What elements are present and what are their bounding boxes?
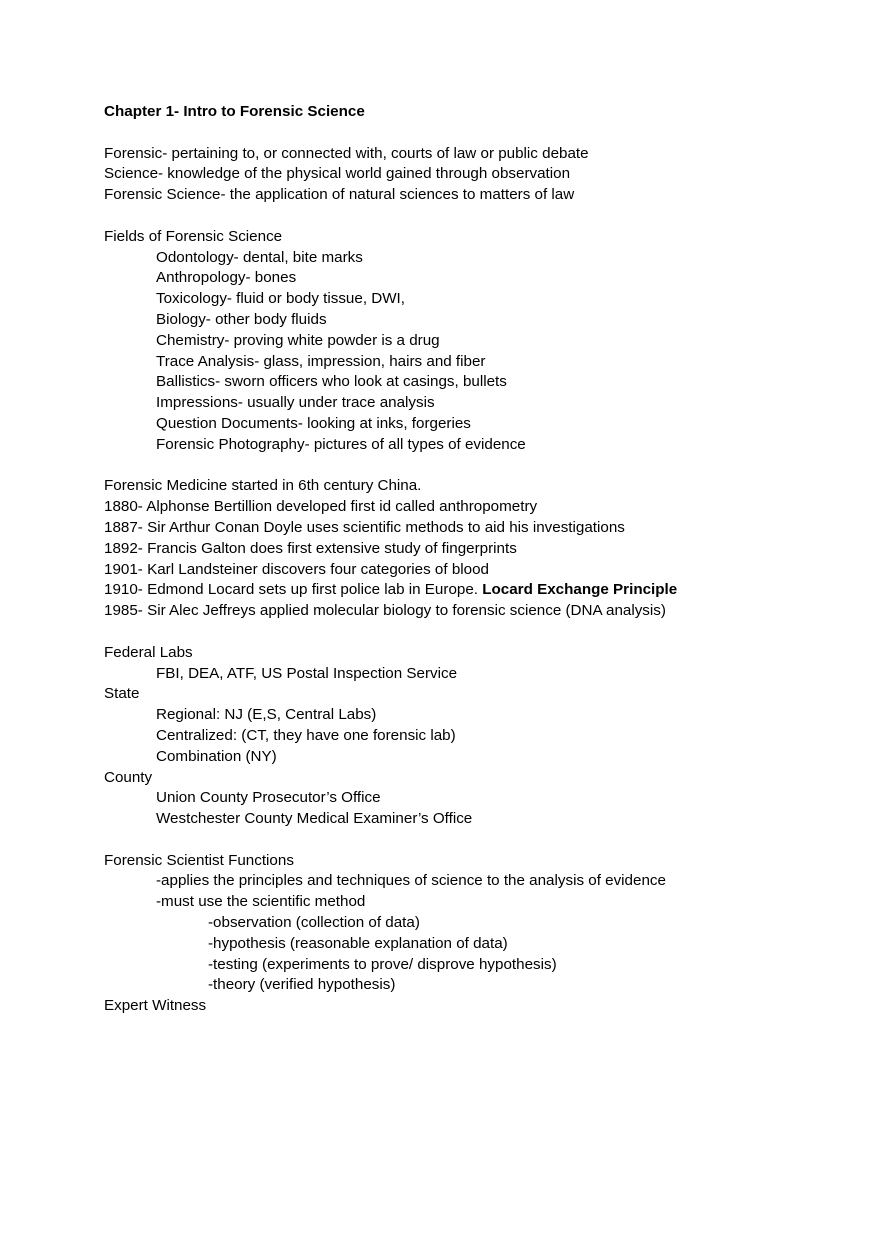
spacer	[104, 206, 844, 227]
county-item: Westchester County Medical Examiner’s Office	[156, 810, 473, 828]
state-item: Regional: NJ (E,S, Central Labs)	[156, 706, 377, 724]
history-event: 1901- Karl Landsteiner discovers four categories of blood	[104, 560, 489, 578]
definition-line: Science- knowledge of the physical world gained through observation	[104, 165, 571, 183]
state-heading: State	[104, 685, 140, 703]
functions-heading: Forensic Scientist Functions	[104, 851, 294, 869]
method-step: -theory (verified hypothesis)	[208, 976, 396, 994]
definition-line: Forensic Science- the application of natural sciences to matters of law	[104, 186, 575, 204]
field-item: Question Documents- looking at inks, forgeries	[156, 414, 471, 432]
definition-line: Forensic- pertaining to, or connected with, courts of law or public debate	[104, 144, 589, 162]
county-heading: County	[104, 768, 153, 786]
field-item: Toxicology- fluid or body tissue, DWI,	[156, 290, 405, 308]
locard-principle: Locard Exchange Principle	[482, 581, 678, 599]
spacer	[104, 622, 844, 643]
function-item: -applies the principles and techniques of science to the analysis of evidence	[156, 872, 666, 890]
history-event: 1880- Alphonse Bertillion developed first id called anthropometry	[104, 498, 538, 516]
field-item: Chemistry- proving white powder is a drug	[156, 331, 440, 349]
method-step: -hypothesis (reasonable explanation of data)	[208, 934, 508, 952]
history-event: 1985- Sir Alec Jeffreys applied molecular biology to forensic science (DNA analysis)	[104, 602, 666, 620]
spacer	[104, 830, 844, 851]
field-item: Forensic Photography- pictures of all types of evidence	[156, 435, 526, 453]
method-step: -observation (collection of data)	[208, 914, 420, 932]
method-step: -testing (experiments to prove/ disprove hypothesis)	[208, 955, 557, 973]
fields-heading: Fields of Forensic Science	[104, 227, 283, 245]
field-item: Anthropology- bones	[156, 269, 297, 287]
county-item: Union County Prosecutor’s Office	[156, 789, 381, 807]
locard-event-text: 1910- Edmond Locard sets up first police lab in Europe.	[104, 581, 483, 599]
field-item: Ballistics- sworn officers who look at casings, bullets	[156, 373, 507, 391]
history-event: 1892- Francis Galton does first extensive study of fingerprints	[104, 539, 517, 557]
function-item: -must use the scientific method	[156, 893, 366, 911]
federal-heading: Federal Labs	[104, 643, 193, 661]
history-event-locard	[104, 580, 844, 601]
history-event: 1887- Sir Arthur Conan Doyle uses scientific methods to aid his investigations	[104, 518, 625, 536]
spacer	[104, 456, 844, 477]
expert-witness: Expert Witness	[104, 997, 207, 1015]
field-item: Impressions- usually under trace analysis	[156, 394, 435, 412]
field-item: Odontology- dental, bite marks	[156, 248, 363, 266]
document-page	[104, 102, 844, 1017]
chapter-title: Chapter 1- Intro to Forensic Science	[104, 103, 365, 120]
history-intro: Forensic Medicine started in 6th century China.	[104, 477, 422, 495]
federal-item: FBI, DEA, ATF, US Postal Inspection Service	[156, 664, 458, 682]
state-item: Centralized: (CT, they have one forensic lab)	[156, 726, 456, 744]
spacer	[104, 123, 844, 144]
state-item: Combination (NY)	[156, 747, 277, 765]
field-item: Trace Analysis- glass, impression, hairs and fiber	[156, 352, 486, 370]
field-item: Biology- other body fluids	[156, 310, 327, 328]
